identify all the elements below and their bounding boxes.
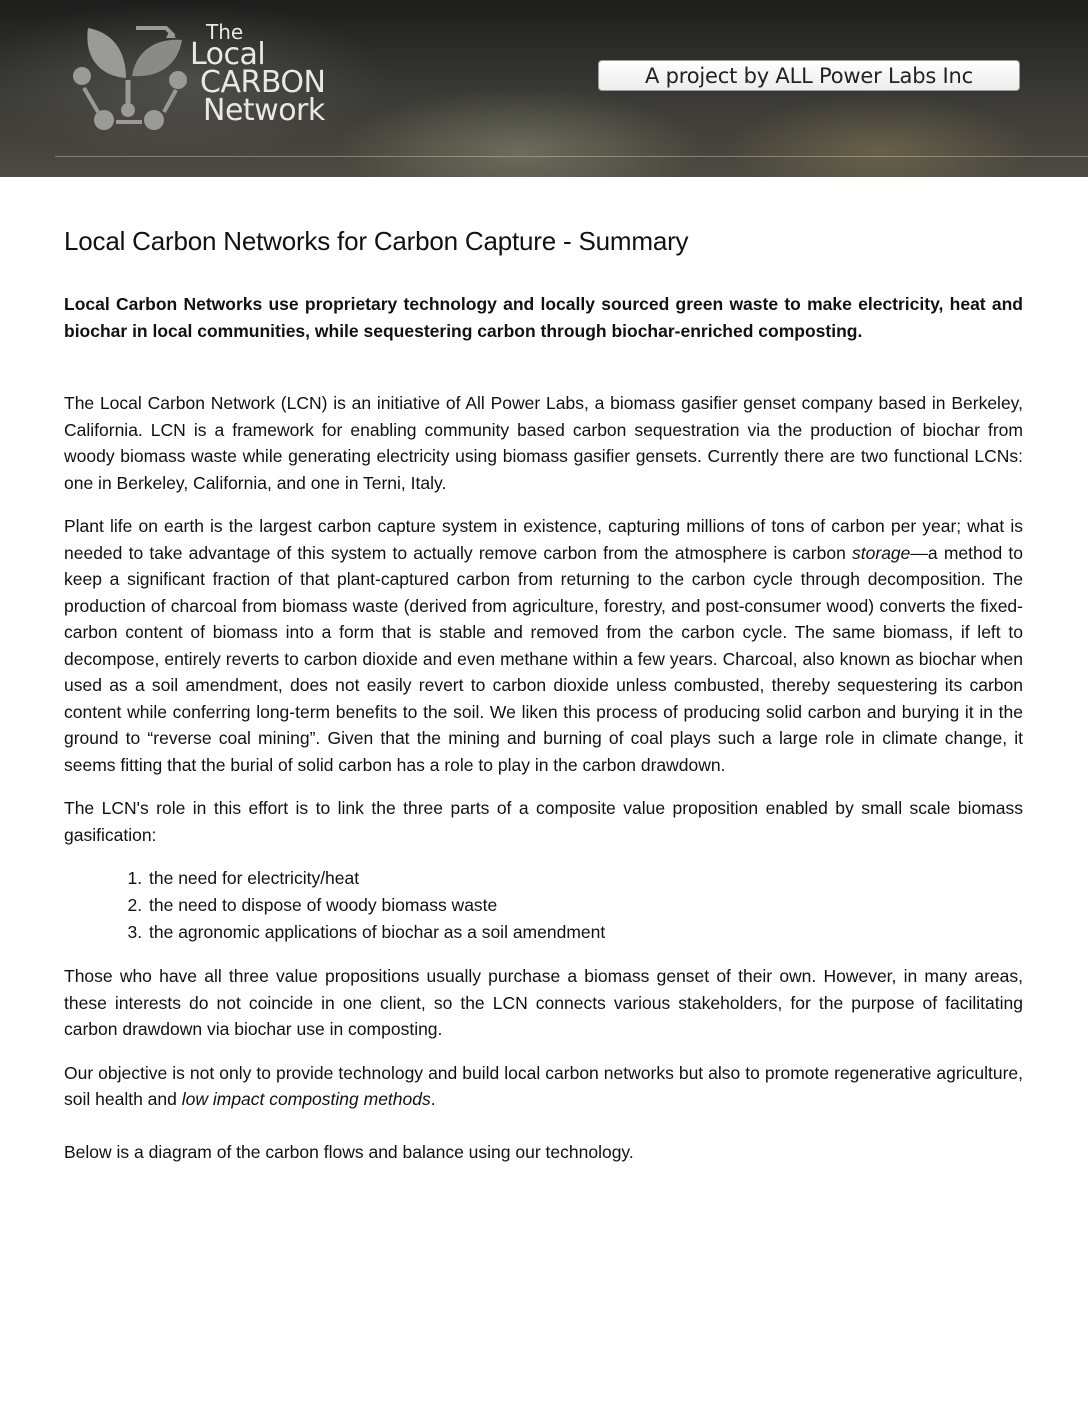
header-divider [55, 156, 1088, 157]
lead-paragraph: Local Carbon Networks use proprietary technology and locally sourced green waste to make electricity, heat and biochar in local communities, while sequestering carbon through biochar-enriched composting. [64, 294, 1023, 341]
paragraph-objective [64, 1060, 1023, 1113]
paragraph-lcn-role: The LCN's role in this effort is to link the three parts of a composite value proposition enabled by small scale biomass gasification: [64, 798, 1023, 845]
emphasis-composting: low impact composting methods [181, 1089, 431, 1109]
paragraph-carbon-storage [64, 513, 1023, 778]
page-header [0, 0, 1088, 177]
list-item: 1. the need for electricity/heat [147, 865, 1023, 892]
list-item: 3. the agronomic applications of biochar as a soil amendment [147, 919, 1023, 946]
paragraph-text: . [430, 1089, 436, 1109]
logo-the: The [206, 20, 244, 44]
paragraph-text: Our objective is not only to provide technology and build local carbon networks but also to promote regenerative agriculture, soil health and [64, 1062, 1023, 1109]
paragraph-text: —a method to keep a significant fraction of that plant-captured carbon from returning to the carbon cycle through decomposition. The production of charcoal from biomass waste (derived from agriculture, forestry, and post-consumer wood) converts the fixed-carbon content of biomass into a form that is stable and removed from the carbon cycle. The same biomass, if left to decompose, entirely reverts to carbon dioxide and even methane within a few years. Charcoal, also known as biochar when used as a soil amendment, does not easily revert to carbon dioxide unless combusted, thereby sequestering its carbon content while conferring long-term benefits to the soil. We liken this process of producing solid carbon and burying it in the ground to “reverse coal mining”. Given that the mining and burning of coal plays such a large role in climate change, it seems fitting that the burial of solid carbon has a role to play in the carbon drawdown. [64, 542, 1024, 775]
plant-cycle-icon [70, 18, 190, 136]
paragraph-stakeholders: Those who have all three value propositions usually purchase a biomass genset of their own. However, in many areas, these interests do not coincide in one client, so the LCN connects various stakeholders, for the purpose of facilitating carbon drawdown via biochar use in composting. [64, 966, 1023, 1039]
page-title: Local Carbon Networks for Carbon Capture - Summary [64, 226, 689, 256]
list-item: 2. the need to dispose of woody biomass waste [147, 892, 1023, 919]
paragraph-intro: The Local Carbon Network (LCN) is an initiative of All Power Labs, a biomass gasifier genset company based in Berkeley, California. LCN is a framework for enabling community based carbon sequestration via the production of biochar from woody biomass waste while generating electricity using biomass gasifier gensets. Currently there are two functional LCNs: one in Berkeley, California, and one in Terni, Italy. [64, 393, 1023, 493]
value-proposition-list [64, 865, 1023, 946]
paragraph-diagram-intro: Below is a diagram of the carbon flows and balance using our technology. [64, 1141, 634, 1162]
document-body [64, 226, 1023, 1165]
logo-carbon: CARBON [200, 65, 326, 100]
emphasis-storage: storage [852, 542, 911, 563]
project-label: A project by ALL Power Labs Inc [598, 60, 1020, 91]
paragraph-text: Plant life on earth is the largest carbon capture system in existence, capturing millions of tons of carbon per year; what is needed to take advantage of this system to actually remove carbon from the atmosphere is carbon [64, 516, 1023, 563]
logo-local: Local [190, 37, 266, 72]
logo-network: Network [203, 93, 325, 128]
